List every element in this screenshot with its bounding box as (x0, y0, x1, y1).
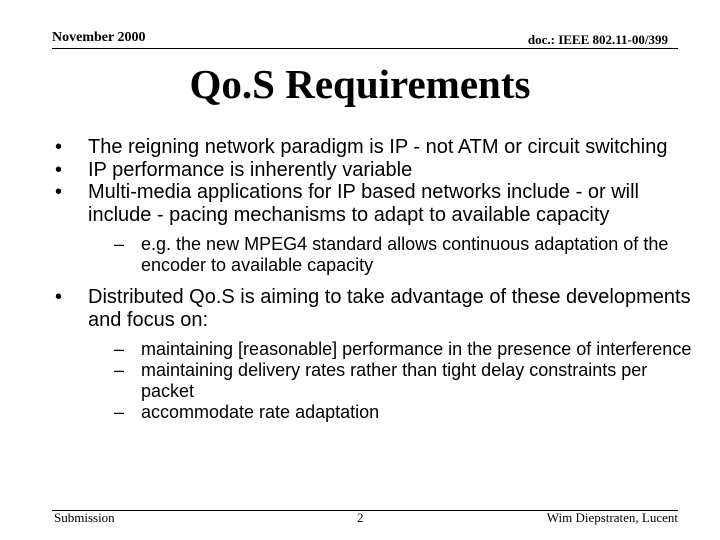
sub-bullet-text: e.g. the new MPEG4 standard allows continuous adaptation of the encoder to available capacity (141, 234, 669, 275)
dash-icon: – (114, 360, 125, 380)
bullet-dot-icon: • (55, 136, 63, 158)
bullet-text: IP performance is inherently variable (88, 158, 413, 181)
dash-icon: – (114, 234, 125, 254)
bullet-text: The reigning network paradigm is IP - not ATM or circuit switching (88, 136, 668, 158)
sub-bullet-item (81, 402, 695, 423)
slide-title: Qo.S Requirements (189, 61, 531, 107)
sub-bullet-item (81, 339, 695, 360)
footer-author: Wim Diepstraten, Lucent (546, 510, 678, 525)
header-divider (52, 48, 678, 49)
slide-body (55, 136, 695, 423)
bullet-text: Multi-media applications for IP based networks include - or will include - pacing mechanisms to adapt to available capacity (88, 181, 639, 226)
sub-bullet-item (81, 360, 695, 402)
header-date: November 2000 (52, 30, 146, 45)
dash-icon: – (114, 339, 125, 359)
bullet-item (55, 159, 695, 182)
sub-bullet-item (81, 234, 695, 276)
sub-bullet-text: maintaining delivery rates rather than tight delay constraints per packet (141, 360, 648, 401)
bullet-item (55, 181, 695, 226)
footer-page-number: 2 (357, 510, 364, 525)
bullet-item (55, 286, 695, 331)
bullet-dot-icon: • (55, 181, 63, 203)
footer-submission: Submission (54, 510, 115, 525)
sub-bullet-text: accommodate rate adaptation (141, 402, 380, 422)
bullet-item (55, 136, 695, 159)
bullet-dot-icon: • (55, 158, 63, 181)
sub-bullet-text: maintaining [reasonable] performance in the presence of interference (141, 339, 692, 359)
bullet-text: Distributed Qo.S is aiming to take advantage of these developments and focus on: (88, 286, 691, 331)
dash-icon: – (114, 402, 125, 422)
bullet-dot-icon: • (55, 286, 63, 308)
header-doc-id: doc.: IEEE 802.11-00/399 (527, 32, 668, 47)
